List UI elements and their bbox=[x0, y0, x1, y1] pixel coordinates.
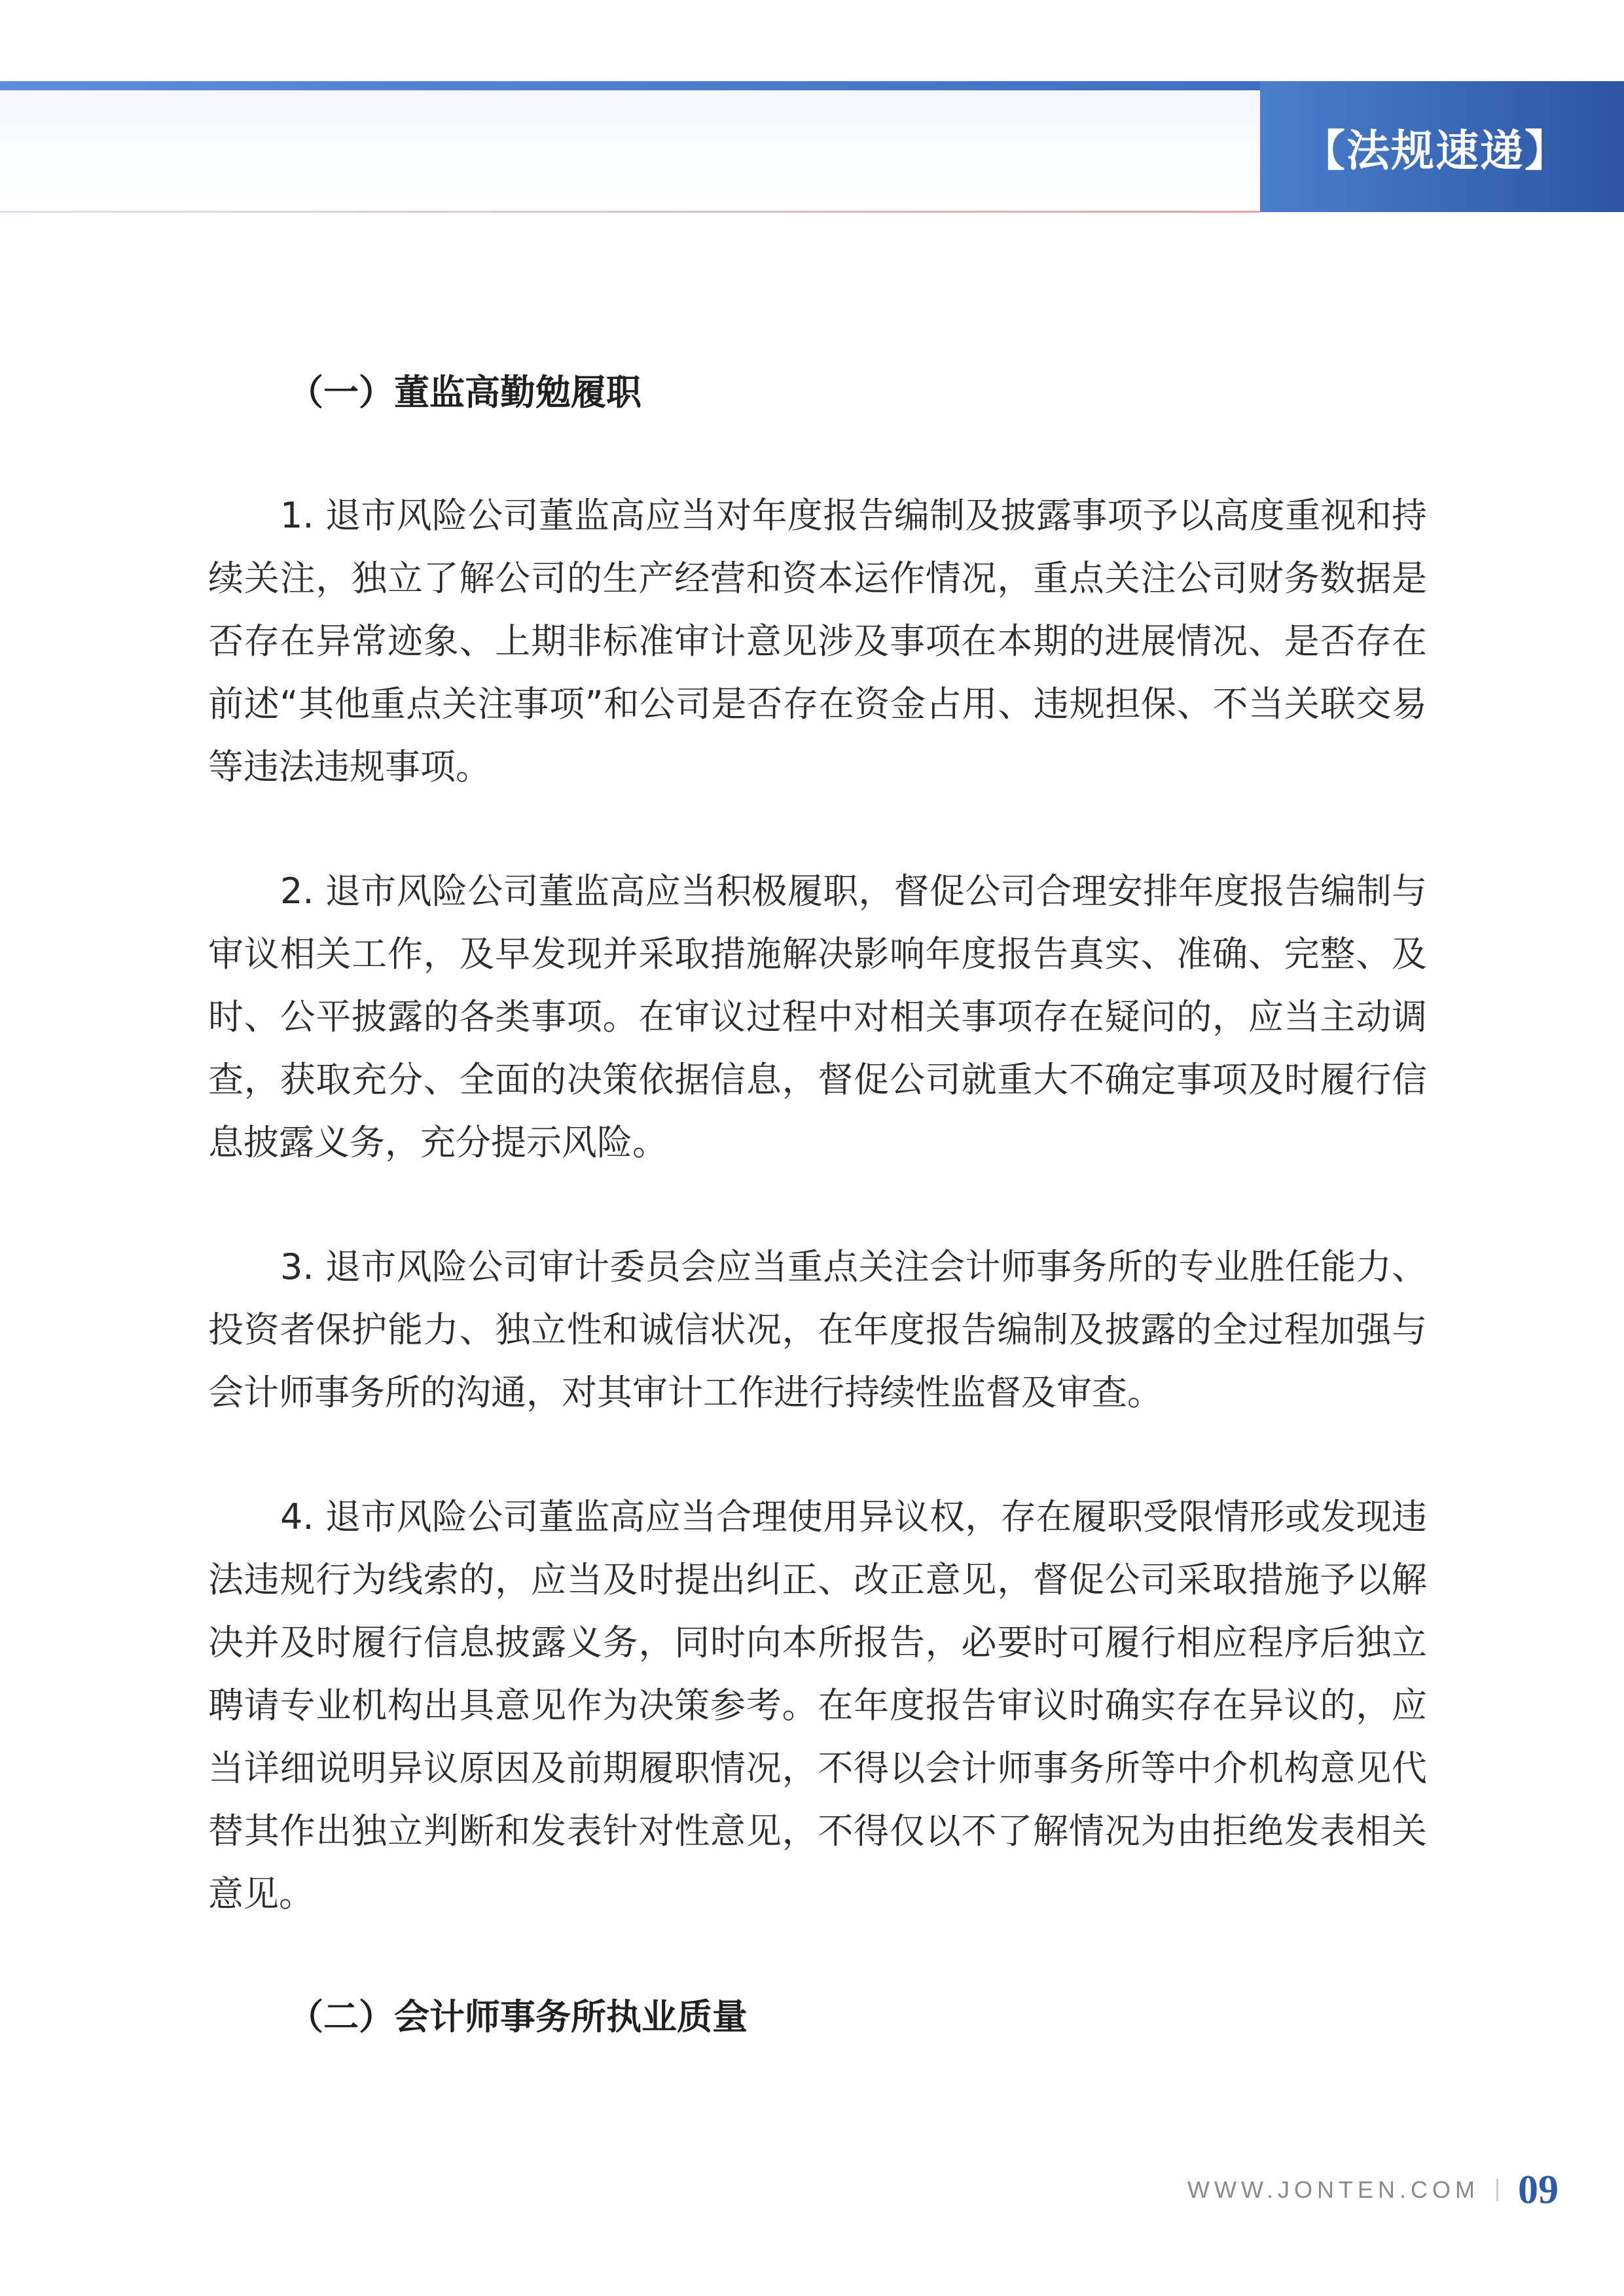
paragraph: 3. 退市风险公司审计委员会应当重点关注会计师事务所的专业胜任能力、投资者保护能力、独立性和诚信状况，在年度报告编制及披露的全过程加强与会计师事务所的沟通，对其审计工作进行持续性监督及审查。 bbox=[208, 1246, 1427, 1413]
footer-divider bbox=[1496, 2179, 1498, 2201]
header-divider-line bbox=[0, 211, 1260, 213]
section-tag-label: 【法规速递】 bbox=[1302, 124, 1569, 176]
section-heading: （二）会计师事务所执业质量 bbox=[288, 1996, 748, 2037]
article-body bbox=[208, 353, 1427, 2056]
page-number: 09 bbox=[1518, 2167, 1559, 2212]
header-accent-line bbox=[0, 81, 1260, 90]
paragraph: 1. 退市风险公司董监高应当对年度报告编制及披露事项予以高度重视和持续关注，独立了解公司的生产经营和资本运作情况，重点关注公司财务数据是否存在异常迹象、上期非标准审计意见涉及事项在本期的进展情况、是否存在前述“其他重点关注事项”和公司是否存在资金占用、违规担保、不当关联交易等违法违规事项。 bbox=[208, 495, 1427, 787]
paragraph: 2. 退市风险公司董监高应当积极履职，督促公司合理安排年度报告编制与审议相关工作，及早发现并采取措施解决影响年度报告真实、准确、完整、及时、公平披露的各类事项。在审议过程中对相关事项存在疑问的，应当主动调查，获取充分、全面的决策依据信息，督促公司就重大不确定事项及时履行信息披露义务，充分提示风险。 bbox=[208, 870, 1427, 1163]
section-tag bbox=[1260, 81, 1624, 212]
paragraph: 4. 退市风险公司董监高应当合理使用异议权，存在履职受限情形或发现违法违规行为线索的，应当及时提出纠正、改正意见，督促公司采取措施予以解决并及时履行信息披露义务，同时向本所报告，必要时可履行相应程序后独立聘请专业机构出具意见作为决策参考。在年度报告审议时确实存在异议的，应当详细说明异议原因及前期履职情况，不得以会计师事务所等中介机构意见代替其作出独立判断和发表针对性意见，不得仅以不了解情况为由拒绝发表相关意见。 bbox=[208, 1496, 1427, 1914]
page-footer bbox=[1187, 2166, 1559, 2214]
website-url: WWW.JONTEN.COM bbox=[1187, 2176, 1479, 2203]
section-heading: （一）董监高勤勉履职 bbox=[288, 372, 641, 413]
